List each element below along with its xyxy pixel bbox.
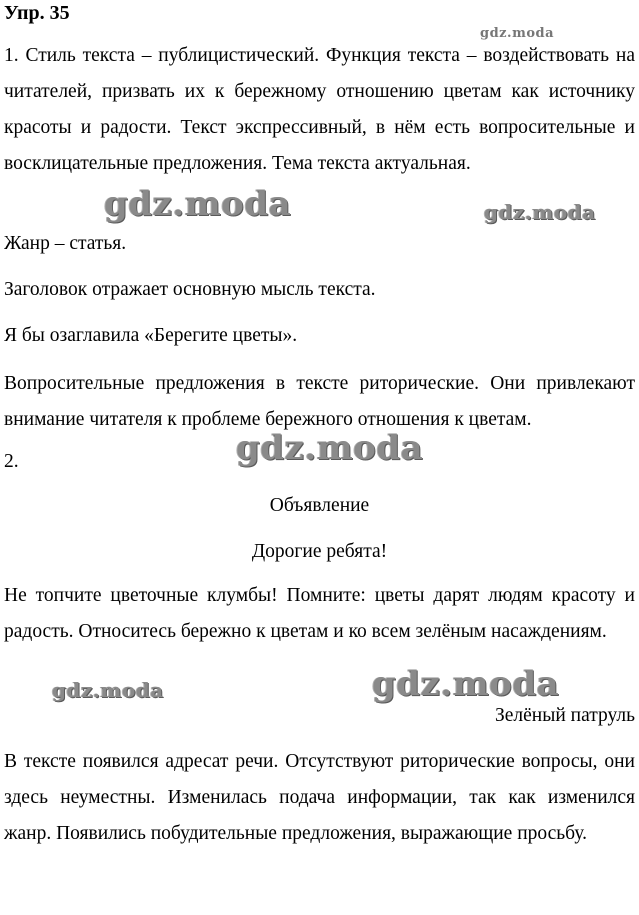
- watermark-logo: gdz.moda: [484, 200, 596, 224]
- paragraph-rhetorical-questions: Вопросительные предложения в тексте риторические. Они привлекают внимание читателя к проблеме бережного отношения к цветам.: [4, 373, 635, 430]
- watermark-logo: gdz.moda: [372, 664, 560, 704]
- exercise-title: Упр. 35: [4, 2, 70, 24]
- announcement-salutation: Дорогие ребята!: [251, 541, 388, 562]
- announcement-body: Не топчите цветочные клумбы! Помните: цветы дарят людям красоту и радость. Относитесь бережно к цветам и ко всем зелёным насаждениям.: [4, 585, 635, 642]
- paragraph-style-analysis: 1. Стиль текста – публицистический. Функция текста – воздействовать на читателей, призвать их к бережному отношению цветам как источнику красоты и радости. Текст экспрессивный, в нём есть вопросительные и восклицательные предложения. Тема текста актуальная.: [4, 45, 635, 174]
- part2-number: 2.: [4, 451, 19, 472]
- announcement-signature: Зелёный патруль: [494, 705, 635, 726]
- paragraph-genre: Жанр – статья.: [4, 233, 127, 254]
- paragraph-proposed-title: Я бы озаглавила «Берегите цветы».: [4, 325, 298, 346]
- watermark-logo: gdz.moda: [52, 678, 164, 702]
- announcement-heading: Объявление: [269, 495, 370, 516]
- watermark-logo: gdz.moda: [236, 428, 424, 468]
- paragraph-heading-note: Заголовок отражает основную мысль текста.: [4, 279, 376, 300]
- paragraph-conclusion: В тексте появился адресат речи. Отсутствуют риторические вопросы, они здесь неуместны. Изменилась подача информации, так как изменился жанр. Появились побудительные предложения, выражающие просьбу.: [4, 751, 635, 844]
- watermark-logo: gdz.moda: [480, 26, 555, 41]
- watermark-logo: gdz.moda: [104, 184, 292, 224]
